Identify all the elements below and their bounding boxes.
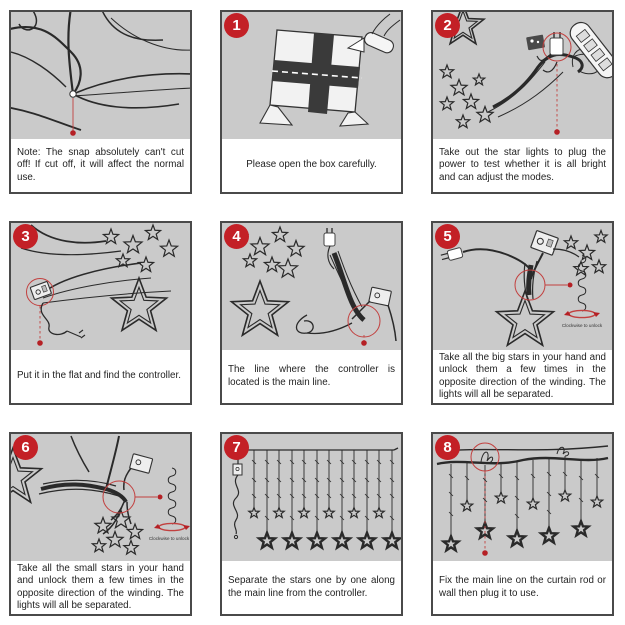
- red-pointer-dot: [70, 130, 76, 136]
- red-pointer-dot: [37, 340, 43, 346]
- step-badge: 5: [435, 224, 460, 249]
- power-plug-icon: [440, 247, 463, 262]
- step-caption: Note: The snap absolutely can't cut off! If cut off, it will affect the normal use.: [11, 139, 190, 192]
- remote-control-icon: [566, 18, 612, 81]
- panel-step-4: [220, 221, 403, 405]
- controller-icon: [30, 281, 51, 299]
- step-badge: 2: [435, 13, 460, 38]
- unlock-hint-label: Clockwise to unlock: [148, 536, 190, 541]
- red-pointer-dot: [158, 495, 163, 500]
- controller-icon: [526, 35, 545, 51]
- controller-icon: [130, 454, 153, 474]
- step-caption: Fix the main line on the curtain rod or wall then plug it to use.: [433, 561, 612, 614]
- step-caption: Take all the small stars in your hand and unlock them a few times in the opposite direction of the winding. The lights will all be separated.: [11, 561, 190, 614]
- unlock-small-stars-illustration: [11, 434, 190, 561]
- step-caption: Put it in the flat and find the controller.: [11, 350, 190, 403]
- step-badge: 3: [13, 224, 38, 249]
- panel-step-8: [431, 432, 614, 616]
- step-badge: 6: [13, 435, 38, 460]
- controller-icon: [369, 287, 392, 306]
- fix-curtain-rod-illustration: [433, 434, 612, 561]
- unlock-big-stars-illustration: [433, 223, 612, 350]
- panel-step-1: [220, 10, 403, 194]
- tangled-wires-illustration: [11, 12, 190, 139]
- step-badge: 4: [224, 224, 249, 249]
- panel-step-5: [431, 221, 614, 405]
- panel-step-2: [431, 10, 614, 194]
- drop-lines: [254, 450, 392, 532]
- main-line: [437, 458, 608, 464]
- step-badge: 1: [224, 13, 249, 38]
- controller-icon: [531, 230, 559, 255]
- power-plug-icon: [324, 228, 335, 246]
- snap-point-marker: [70, 91, 76, 97]
- big-star-icon: [231, 281, 288, 335]
- step-badge: 7: [224, 435, 249, 460]
- step-caption: The line where the controller is located is the main line.: [222, 350, 401, 403]
- highlight-circle: [348, 305, 380, 337]
- red-pointer-dot: [568, 283, 573, 288]
- light-ticks: [449, 472, 599, 518]
- main-line-illustration: [222, 223, 401, 350]
- open-box-illustration: [222, 12, 401, 139]
- step-caption: Please open the box carefully.: [222, 139, 401, 192]
- panel-note: [9, 10, 192, 194]
- step-badge: 8: [435, 435, 460, 460]
- separate-stars-illustration: [222, 434, 401, 561]
- find-controller-illustration: [11, 223, 190, 350]
- panel-step-3: [9, 221, 192, 405]
- power-plug-icon: [550, 32, 563, 55]
- red-pointer-dot: [554, 129, 560, 135]
- box-cutter-icon: [348, 14, 400, 55]
- big-star-icon: [111, 278, 166, 330]
- curtain-rod: [437, 446, 608, 452]
- panel-step-7: [220, 432, 403, 616]
- drop-lines: [451, 456, 597, 535]
- star-lights-bundle-illustration: [433, 12, 612, 139]
- step-caption: Separate the stars one by one along the main line from the controller.: [222, 561, 401, 614]
- step-caption: Take out the star lights to plug the power to test whether it is all bright and can adjust the modes.: [433, 139, 612, 192]
- step-caption: Take all the big stars in your hand and unlock them a few times in the opposite direction of the winding. The lights will all be separated.: [433, 350, 612, 403]
- red-pointer-dot: [361, 340, 367, 346]
- red-pointer-dot: [482, 550, 488, 556]
- unlock-hint-label: Clockwise to unlock: [561, 323, 603, 328]
- panel-step-6: [9, 432, 192, 616]
- controller-icon: [233, 464, 242, 475]
